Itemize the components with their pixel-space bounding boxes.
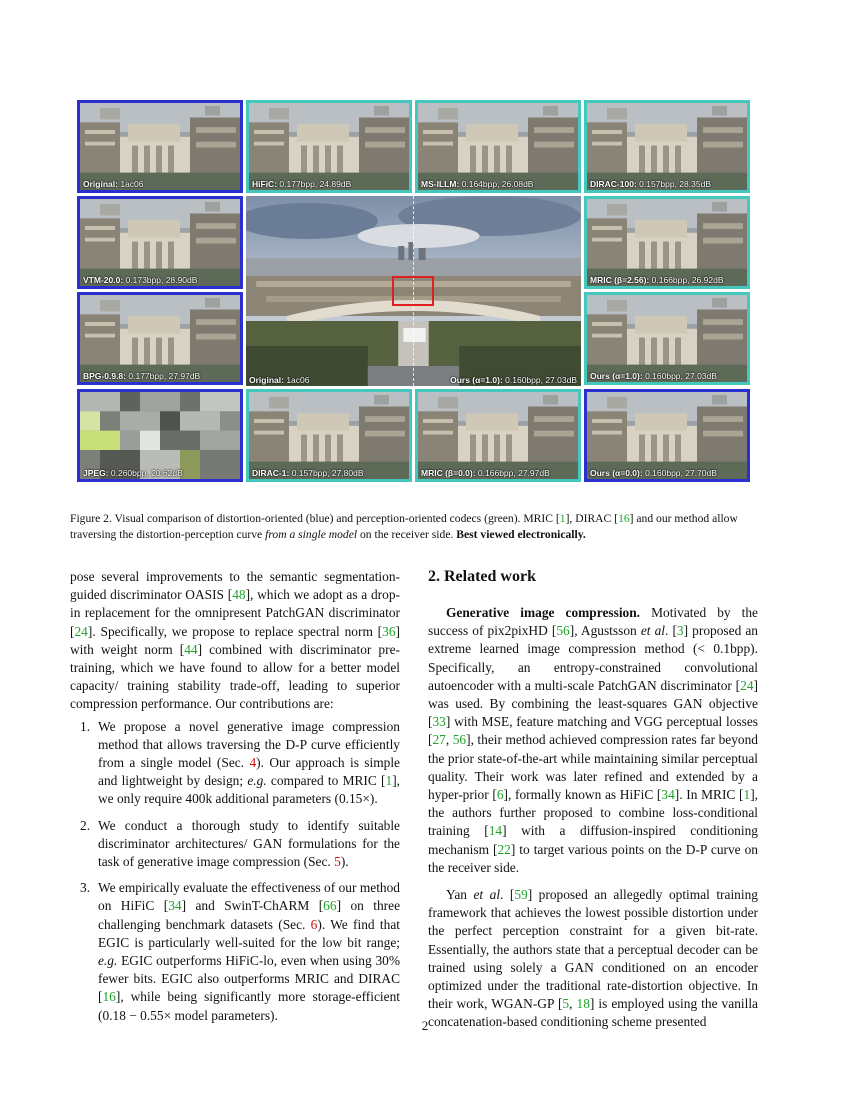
citation-link[interactable]: 24 [740,677,754,693]
image-crop [418,392,578,479]
tile-vtm [77,196,243,289]
citation-link[interactable]: 24 [74,623,88,639]
image-crop [249,103,409,190]
list-item: 2. We conduct a thorough study to identify suitable discriminator architectures/ GAN formulations for the task of generative image compression (Sec. 5). [80,817,400,870]
figure-caption: Figure 2. Visual comparison of distortion-oriented (blue) and perception-oriented codecs (green). MRIC [1], DIRAC [16] and our method allow traversing the distortion-perception curve from a single model on the receiver side. Best viewed electronically. [70,512,738,541]
center-left-label: Original: 1ac06 [249,375,310,385]
tile-ms-illm [415,100,581,193]
citation-link[interactable]: 59 [514,887,528,903]
image-crop [587,199,747,286]
tile-label: BPG-0.9.8: 0.177bpp, 27.97dB [83,371,201,381]
tile-label: JPEG: 0.260bpp, 20.62dB [83,468,183,478]
tile-mric-256 [584,196,750,289]
image-crop [249,392,409,479]
tile-jpeg [77,389,243,482]
image-crop [587,295,747,382]
paragraph: Yan et al. [59] proposed an allegedly optimal training framework that achieves the lowest possible distortion under the perfect perception constraint for a given bit-rate. Essentially, the authors state that a perceptual decoder can be trained using solely a GAN conditioned on an encoder optimized under the traditional rate-distortion objective. In their work, WGAN-GP [5, 18] is employed using the vanilla concatenation-based conditioning scheme presented [428,887,758,1030]
tile-ours-alpha0 [584,389,750,482]
citation-link[interactable]: 66 [323,898,337,914]
citation-link[interactable]: 44 [184,641,198,657]
tile-bpg [77,292,243,385]
tile-hific [246,100,412,193]
citation-link[interactable]: 16 [102,989,116,1005]
paragraph: pose several improvements to the semantic segmentation-guided discriminator OASIS [48], which we adopt as a drop-in replacement for the omnipresent PatchGAN discriminator [24]. Specifically, we propose to replace spectral norm [36] with weight norm [44] combined with discriminator pre-training, which we have found to allow for a better model capacity/ training stability trade-off, leading to superior compression performance. Our contributions are: [70,569,400,712]
list-item: 3. We empirically evaluate the effectiveness of our method on HiFiC [34] and SwinT-ChARM [66] on three challenging benchmark datasets (Sec. 6). We find that EGIC is particularly well-suited for the low bit range; e.g. EGIC outperforms HiFiC-lo, even when using 30% fewer bits. EGIC also outperforms MRIC and DIRAC [16], while being significantly more storage-efficient (0.18 − 0.55× model parameters). [80,880,401,1023]
citation-link[interactable]: 27 [432,732,446,748]
tile-label: DIRAC-100: 0.157bpp, 28.35dB [590,179,711,189]
center-right-label: Ours (α=1.0): 0.160bpp, 27.03dB [450,375,577,385]
citation-link[interactable]: 18 [576,996,590,1012]
tile-dirac-1 [246,389,412,482]
section-link[interactable]: 6 [310,916,318,932]
contributions-list [70,718,400,1025]
citation-link[interactable]: 56 [556,623,570,639]
citation-link[interactable]: 3 [676,623,684,639]
tile-label: MS-ILLM: 0.164bpp, 26.08dB [421,179,534,189]
image-crop [80,199,240,286]
image-crop [80,392,240,479]
section-link[interactable]: 5 [334,854,341,870]
citation-link[interactable]: 33 [432,714,446,730]
citation-link[interactable]: 6 [496,787,504,803]
citation-link[interactable]: 56 [452,732,467,748]
tile-center-panorama [246,196,581,386]
tile-label: MRIC (β=0.0): 0.166bpp, 27.97dB [421,468,550,478]
image-crop [80,295,240,382]
section-link[interactable]: 4 [249,755,257,771]
zoom-region-box [392,276,434,306]
page-number: 2 [421,1018,429,1033]
tile-original-top [77,100,243,193]
tile-ours-alpha1-right [584,292,750,385]
citation-link[interactable]: 1 [743,787,751,803]
image-crop [80,103,240,190]
citation-link[interactable]: 34 [661,787,675,803]
citation-link[interactable]: 5 [562,996,570,1012]
tile-dirac-100 [584,100,750,193]
image-crop [587,392,747,479]
tile-label: DIRAC-1: 0.157bpp, 27.80dB [252,468,364,478]
citation-link[interactable]: 34 [168,898,182,914]
left-column [70,568,400,1033]
tile-mric-0 [415,389,581,482]
citation-link[interactable]: 1 [385,773,393,789]
tile-label: VTM-20.0: 0.173bpp, 28.90dB [83,275,198,285]
citation-link[interactable]: 22 [497,841,511,857]
citation-link[interactable]: 36 [382,623,396,639]
citation-link[interactable]: 14 [488,823,503,839]
tile-label: MRIC (β=2.56): 0.166bpp, 26.92dB [590,275,724,285]
image-crop [418,103,578,190]
citation-link[interactable]: 16 [618,512,630,525]
section-heading: 2. Related work [428,568,536,585]
right-column [428,604,758,1032]
tile-label: Original: 1ac06 [83,179,144,189]
tile-label: HiFiC: 0.177bpp, 24.89dB [252,179,352,189]
image-crop [587,103,747,190]
citation-link[interactable]: 1 [559,512,566,525]
list-item: 1. We propose a novel generative image compression method that allows traversing the D-P curve efficiently from a single model (Sec. 4). Our approach is simple and lightweight by design; e.g. compared to MRIC [1], we only require 400k additional parameters (0.15×). [80,718,400,807]
tile-label: Ours (α=0.0): 0.160bpp, 27.70dB [590,468,717,478]
tile-label: Ours (α=1.0): 0.160bpp, 27.03dB [590,371,717,381]
paragraph: Generative image compression. Motivated by the success of pix2pixHD [56], Agustsson et al. [3] proposed an extreme learned image compression method (< 0.1bpp). Specifically, an entropy-constrained convolutional autoencoder with a multi-scale PatchGAN discriminator [24] was used. By combining the least-squares GAN objective [33] with MSE, feature matching and VGG perceptual losses [27, 56], their method achieved compression rates far beyond the prior state-of-the-art while maintaining similar perceptual quality. Their work was later refined and extended by a hyper-prior [6], formally known as HiFiC [34]. In MRIC [1], the authors further proposed to combine loss-conditional training [14] with a diffusion-inspired conditioning mechanism [22] to target various points on the D-P curve on the receiver side. [428,605,758,875]
citation-link[interactable]: 48 [232,587,246,603]
